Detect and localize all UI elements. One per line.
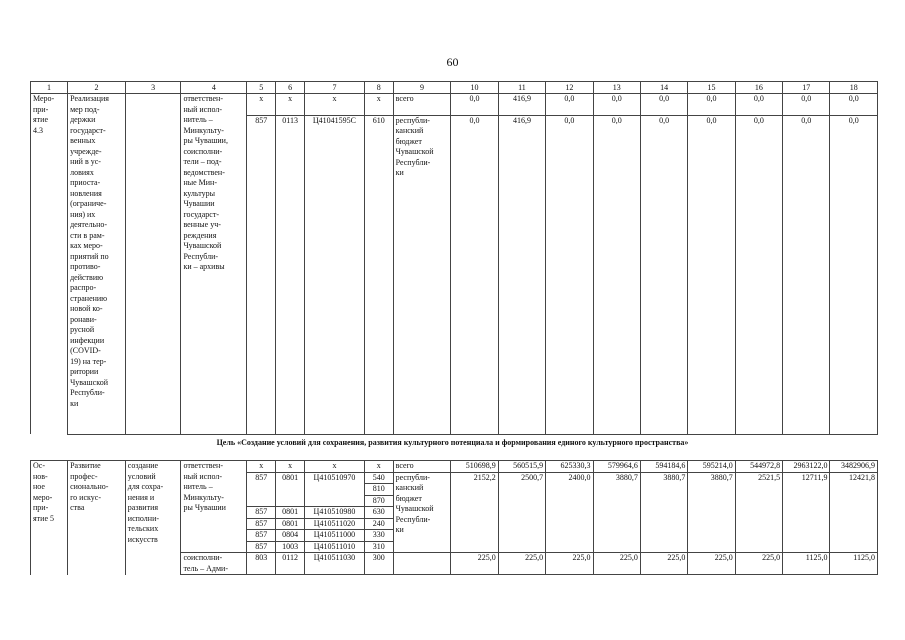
- value-cell: 12711,9: [783, 472, 830, 553]
- page-number: 60: [446, 55, 459, 69]
- col-num: 11: [498, 82, 545, 94]
- measure-name: Реализация мер под- держки государст- венных учрежде- ний в ус- ловиях приоста- новления (ограниче- ния) их деятельно- сти в рам- ках меро- приятий по противо- действию распро- странению новой ко- ронави- русной инфекции (COVID- 19) на тер- ритории Чувашской Республи- ки: [68, 94, 126, 435]
- col-num: 18: [830, 82, 878, 94]
- value-cell: 12421,8: [830, 472, 878, 553]
- value-cell: 2963122,0: [783, 461, 830, 473]
- code-section: x: [276, 94, 305, 116]
- code-type: 540: [364, 472, 393, 484]
- value-cell: 0,0: [593, 94, 640, 116]
- value-cell: 2500,7: [498, 472, 545, 553]
- code-type: 810: [364, 484, 393, 496]
- code-section: x: [276, 461, 305, 473]
- measure-number: Меро- при- ятие 4.3: [31, 94, 68, 435]
- value-cell: 579964,6: [593, 461, 640, 473]
- col-num: 4: [181, 82, 247, 94]
- measure-goal: [125, 94, 181, 435]
- value-cell: 225,0: [546, 553, 593, 575]
- value-cell: 0,0: [546, 115, 593, 434]
- value-cell: 0,0: [688, 94, 735, 116]
- funding-source: всего: [393, 94, 451, 116]
- code-section: 0801: [276, 518, 305, 530]
- value-cell: 225,0: [593, 553, 640, 575]
- table-row: [31, 94, 878, 116]
- col-num: 2: [68, 82, 126, 94]
- value-cell: 2152,2: [451, 472, 498, 553]
- value-cell: 0,0: [593, 115, 640, 434]
- value-cell: 0,0: [830, 94, 878, 116]
- col-num: 5: [247, 82, 276, 94]
- value-cell: 225,0: [498, 553, 545, 575]
- responsible-executor: ответствен- ный испол- нитель – Минкульту- ры Чувашии, соисполни- тели – под- ведомствен- ные Мин- культуры Чувашии государст- венные уч- реждения Чувашской Республи- ки – архивы: [181, 94, 247, 435]
- code-target: Ц410510970: [305, 472, 365, 507]
- code-target: Ц41041595С: [305, 115, 365, 434]
- code-type: 610: [364, 115, 393, 434]
- code-grbs: 857: [247, 530, 276, 542]
- budget-table-bottom: [30, 460, 878, 575]
- code-type: 330: [364, 530, 393, 542]
- value-cell: 0,0: [830, 115, 878, 434]
- col-num: 9: [393, 82, 451, 94]
- code-target: Ц410510980: [305, 507, 365, 519]
- col-num: 17: [783, 82, 830, 94]
- value-cell: 595214,0: [688, 461, 735, 473]
- funding-source: [393, 553, 451, 575]
- value-cell: 0,0: [640, 94, 687, 116]
- col-num: 7: [305, 82, 365, 94]
- goal-heading: Цель «Создание условий для сохранения, развития культурного потенциала и формирования единого культурного пространства»: [216, 438, 689, 447]
- value-cell: 225,0: [688, 553, 735, 575]
- code-type: 630: [364, 507, 393, 519]
- col-num: 1: [31, 82, 68, 94]
- code-section: 1003: [276, 541, 305, 553]
- col-num: 16: [735, 82, 782, 94]
- value-cell: 544972,8: [735, 461, 782, 473]
- budget-table-top: [30, 81, 878, 435]
- code-grbs: 857: [247, 472, 276, 507]
- value-cell: 3482906,9: [830, 461, 878, 473]
- value-cell: 225,0: [451, 553, 498, 575]
- code-target: Ц410511010: [305, 541, 365, 553]
- code-section: 0112: [276, 553, 305, 575]
- col-num: 10: [451, 82, 498, 94]
- col-num: 3: [125, 82, 181, 94]
- code-type: 300: [364, 553, 393, 575]
- col-num: 8: [364, 82, 393, 94]
- value-cell: 1125,0: [830, 553, 878, 575]
- code-type: 310: [364, 541, 393, 553]
- value-cell: 0,0: [451, 94, 498, 116]
- code-section: 0801: [276, 472, 305, 507]
- code-grbs: x: [247, 461, 276, 473]
- value-cell: 225,0: [640, 553, 687, 575]
- value-cell: 0,0: [783, 94, 830, 116]
- code-grbs: 857: [247, 115, 276, 434]
- funding-source: республи- канский бюджет Чувашской Республи- ки: [393, 115, 451, 434]
- responsible-executor: ответствен- ный испол- нитель – Минкульту- ры Чувашии: [181, 461, 247, 553]
- value-cell: 594184,6: [640, 461, 687, 473]
- value-cell: 3880,7: [593, 472, 640, 553]
- value-cell: 3880,7: [640, 472, 687, 553]
- value-cell: 416,9: [498, 115, 545, 434]
- value-cell: 0,0: [735, 115, 782, 434]
- value-cell: 0,0: [783, 115, 830, 434]
- col-num: 14: [640, 82, 687, 94]
- co-executor: соисполни- тель – Адми-: [181, 553, 247, 575]
- code-grbs: 857: [247, 507, 276, 519]
- code-section: 0801: [276, 507, 305, 519]
- col-num: 12: [546, 82, 593, 94]
- funding-source: всего: [393, 461, 451, 473]
- measure-goal: создание условий для сохра- нения и развития исполни- тельских искусств: [125, 461, 181, 575]
- code-target: Ц410511000: [305, 530, 365, 542]
- value-cell: 3880,7: [688, 472, 735, 553]
- funding-source: республи- канский бюджет Чувашской Республи- ки: [393, 472, 451, 553]
- value-cell: 2521,5: [735, 472, 782, 553]
- value-cell: 416,9: [498, 94, 545, 116]
- value-cell: 0,0: [735, 94, 782, 116]
- value-cell: 0,0: [688, 115, 735, 434]
- code-grbs: 857: [247, 518, 276, 530]
- code-type: 240: [364, 518, 393, 530]
- value-cell: 1125,0: [783, 553, 830, 575]
- code-target: Ц410511020: [305, 518, 365, 530]
- code-target: x: [305, 94, 365, 116]
- code-target: Ц410511030: [305, 553, 365, 575]
- code-target: x: [305, 461, 365, 473]
- value-cell: 0,0: [546, 94, 593, 116]
- measure-number: Ос- нов- ное меро- при- ятие 5: [31, 461, 68, 575]
- column-number-row: [31, 82, 878, 94]
- code-section: 0804: [276, 530, 305, 542]
- value-cell: 510698,9: [451, 461, 498, 473]
- value-cell: 0,0: [640, 115, 687, 434]
- value-cell: 225,0: [735, 553, 782, 575]
- col-num: 6: [276, 82, 305, 94]
- table-row: [31, 461, 878, 473]
- value-cell: 560515,9: [498, 461, 545, 473]
- value-cell: 625330,3: [546, 461, 593, 473]
- measure-name: Развитие профес- сионально- го искус- ства: [68, 461, 126, 575]
- value-cell: 0,0: [451, 115, 498, 434]
- code-grbs: 857: [247, 541, 276, 553]
- code-type: 870: [364, 495, 393, 507]
- value-cell: 2400,0: [546, 472, 593, 553]
- code-grbs: 803: [247, 553, 276, 575]
- code-section: 0113: [276, 115, 305, 434]
- code-type: x: [364, 94, 393, 116]
- code-type: x: [364, 461, 393, 473]
- code-grbs: x: [247, 94, 276, 116]
- col-num: 13: [593, 82, 640, 94]
- col-num: 15: [688, 82, 735, 94]
